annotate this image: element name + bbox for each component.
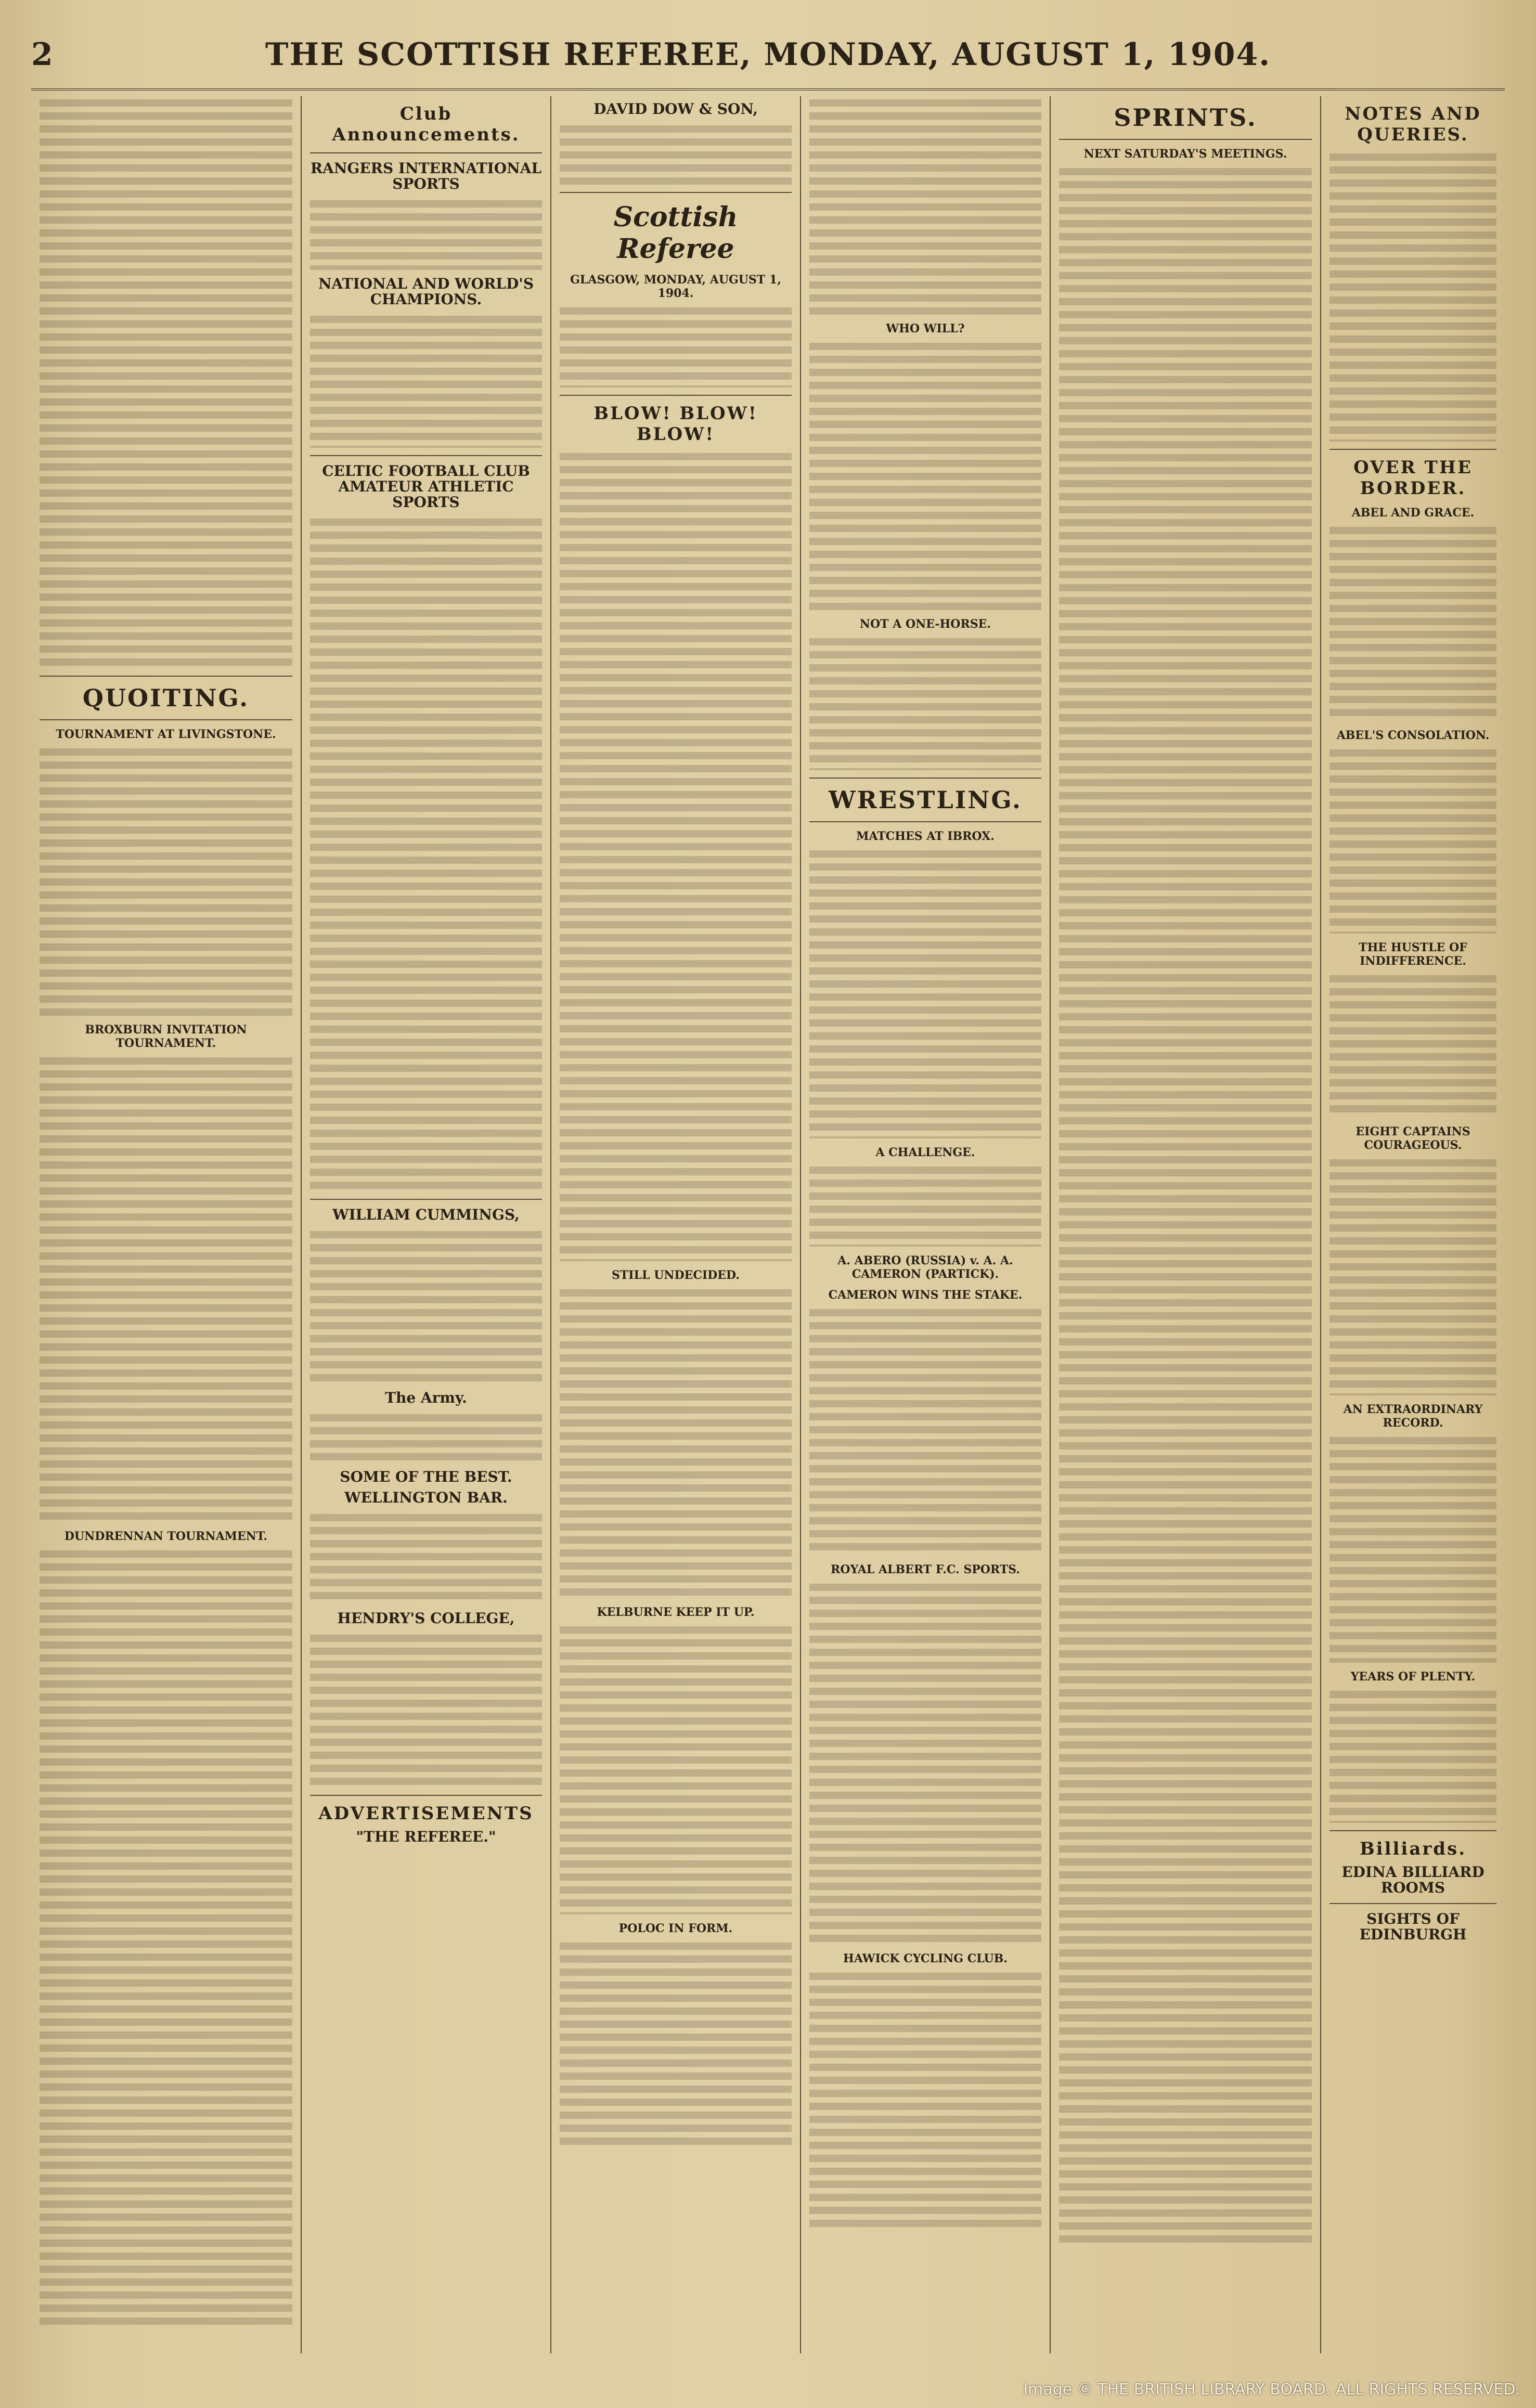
column-5 (1051, 96, 1321, 2353)
body-text-block (560, 1939, 792, 2147)
divider (310, 152, 542, 153)
divider (1059, 139, 1312, 140)
divider (310, 1199, 542, 1200)
body-text-block (310, 313, 542, 448)
subheading: YEARS OF PLENTY. (1350, 1670, 1476, 1684)
body-text-block (310, 1632, 542, 1788)
subheading: MATCHES AT IBROX. (856, 830, 995, 843)
advert-title: RANGERS INTERNATIONAL SPORTS (310, 160, 542, 192)
body-text-block (809, 847, 1041, 1138)
masthead-logo: Scottish Referee (613, 201, 738, 265)
subheading: A CHALLENGE. (875, 1146, 975, 1159)
column-6 (1321, 96, 1505, 2353)
advert (310, 1490, 542, 1506)
divider (560, 395, 792, 396)
body-text-block (310, 1228, 542, 1384)
advert-title: SIGHTS OF EDINBURGH (1359, 1910, 1467, 1943)
divider (1330, 1903, 1496, 1904)
body-text-block (40, 96, 292, 668)
advert (1330, 1865, 1496, 1896)
advert-title: NATIONAL AND WORLD'S CHAMPIONS. (318, 275, 534, 308)
divider (310, 455, 542, 456)
advert (310, 1207, 542, 1223)
body-text-block (1330, 1434, 1496, 1663)
column-3 (551, 96, 801, 2353)
subheading: ABEL AND GRACE. (1351, 506, 1475, 520)
subheading: HAWICK CYCLING CLUB. (843, 1952, 1008, 1965)
body-text-block (560, 304, 792, 387)
section-heading-wrestling: WRESTLING. (829, 786, 1022, 814)
subheading: ABEL'S CONSOLATION. (1336, 729, 1490, 742)
subheading: A. ABERO (RUSSIA) v. A. A. CAMERON (PARTICK). (837, 1254, 1013, 1281)
body-text-block (560, 122, 792, 185)
column-1 (31, 96, 302, 2353)
body-text-block (809, 1163, 1041, 1247)
subheading: EIGHT CAPTAINS COURAGEOUS. (1356, 1125, 1470, 1152)
section-heading-quoiting: QUOITING. (82, 684, 250, 712)
body-text-block (809, 96, 1041, 315)
body-text-block (809, 340, 1041, 610)
body-text-block (1330, 524, 1496, 721)
advert-title: DAVID DOW & SON, (593, 100, 758, 118)
subheading: NOT A ONE-HORSE. (859, 617, 991, 631)
advert (310, 1469, 542, 1485)
section-heading-sprints: SPRINTS. (1114, 103, 1257, 132)
subheading: ROYAL ALBERT F.C. SPORTS. (831, 1563, 1020, 1576)
advert-title: SOME OF THE BEST. (340, 1468, 512, 1485)
advert-title: CELTIC FOOTBALL CLUB AMATEUR ATHLETIC SPORTS (322, 462, 530, 511)
subheading: STILL UNDECIDED. (612, 1268, 740, 1282)
subheading: NEXT SATURDAY'S MEETINGS. (1083, 147, 1287, 161)
divider (40, 676, 292, 677)
body-text-block (809, 1581, 1041, 1945)
body-text-block (1330, 746, 1496, 934)
column-2 (302, 96, 551, 2353)
advert-title: EDINA BILLIARD ROOMS (1341, 1863, 1485, 1896)
subheading: KELBURNE KEEP IT UP. (597, 1606, 755, 1619)
subheading: TOURNAMENT AT LIVINGSTONE. (56, 728, 276, 741)
body-text-block (1330, 1156, 1496, 1395)
body-text-block (560, 1623, 792, 1914)
image-credit: Image © THE BRITISH LIBRARY BOARD. ALL RIGHTS RESERVED. (1023, 2380, 1520, 2399)
body-text-block (310, 1511, 542, 1604)
columns (31, 96, 1505, 2353)
body-text-block (1330, 972, 1496, 1118)
advert-title: WILLIAM CUMMINGS, (332, 1206, 520, 1223)
page-number: 2 (31, 36, 53, 73)
section-heading-club-announcements: Club Announcements. (332, 103, 520, 145)
body-text-block (310, 515, 542, 1192)
section-heading-notes-and-queries: NOTES AND QUERIES. (1345, 103, 1481, 145)
body-text-block (809, 1970, 1041, 2230)
advert-title: "THE REFEREE." (356, 1828, 496, 1845)
advert-title: WELLINGTON BAR. (344, 1489, 508, 1506)
divider (560, 192, 792, 193)
body-text-block (560, 450, 792, 1261)
divider (310, 1795, 542, 1796)
section-heading-blow: BLOW! BLOW! BLOW! (593, 403, 758, 445)
divider (1330, 1830, 1496, 1831)
body-text-block (40, 1054, 292, 1522)
subheading: BROXBURN INVITATION TOURNAMENT. (85, 1023, 247, 1050)
dateline: GLASGOW, MONDAY, AUGUST 1, 1904. (570, 273, 781, 300)
advert (560, 101, 792, 117)
body-text-block (310, 1411, 542, 1463)
body-text-block (809, 635, 1041, 770)
advert (310, 161, 542, 192)
section-heading-billiards: Billiards. (1359, 1839, 1467, 1859)
subheading: DUNDRENNAN TOURNAMENT. (64, 1530, 268, 1543)
advert (310, 1829, 542, 1845)
advert (310, 276, 542, 307)
divider (40, 719, 292, 720)
subheading: POLOC IN FORM. (618, 1922, 733, 1935)
divider (1330, 449, 1496, 450)
body-text-block (40, 745, 292, 1016)
subheading: AN EXTRAORDINARY RECORD. (1343, 1403, 1483, 1430)
page-title: THE SCOTTISH REFEREE, MONDAY, AUGUST 1, 1904. (265, 36, 1271, 73)
advert (310, 1390, 542, 1406)
advert-title: HENDRY'S COLLEGE, (337, 1610, 515, 1627)
advert (310, 463, 542, 510)
divider (809, 778, 1041, 779)
body-text-block (809, 1306, 1041, 1556)
body-text-block (310, 197, 542, 270)
body-text-block (560, 1286, 792, 1598)
section-heading-over-the-border: OVER THE BORDER. (1353, 457, 1473, 499)
column-4 (801, 96, 1051, 2353)
body-text-block (1330, 150, 1496, 442)
advert-title: The Army. (385, 1389, 467, 1406)
subheading: WHO WILL? (886, 322, 965, 335)
body-text-block (1330, 1688, 1496, 1823)
section-heading-advertisements: ADVERTISEMENTS (318, 1803, 534, 1824)
masthead (31, 36, 1505, 90)
body-text-block (1059, 165, 1312, 2245)
subheading: THE HUSTLE OF INDIFFERENCE. (1359, 941, 1467, 968)
body-text-block (40, 1547, 292, 2327)
advert (1330, 1911, 1496, 1943)
advert (310, 1611, 542, 1626)
divider (809, 821, 1041, 822)
subheading: CAMERON WINS THE STAKE. (828, 1288, 1023, 1302)
